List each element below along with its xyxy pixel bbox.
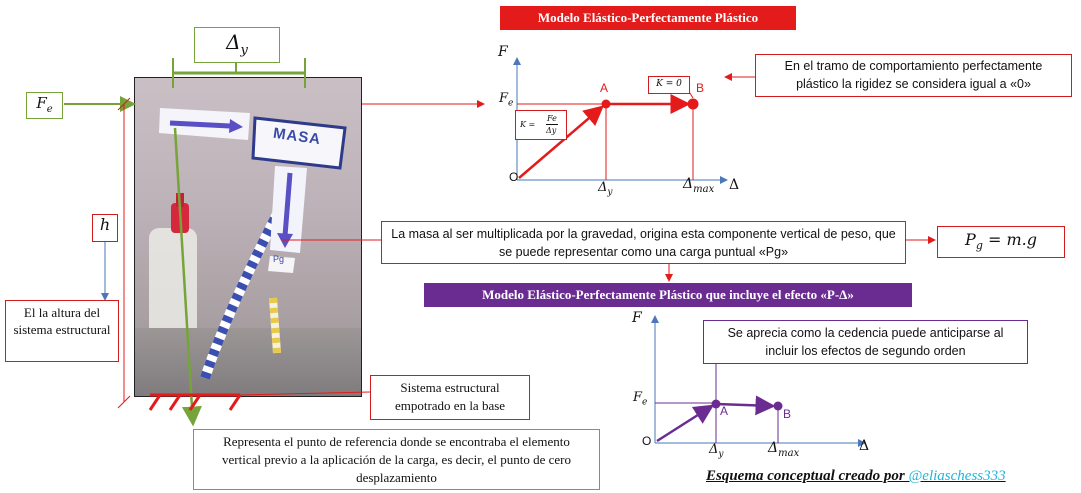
bottom-elastic-branch (657, 406, 712, 441)
bottom-tick-dmax: $\Delta_{max}$ (768, 440, 800, 459)
top-tick-dmax: $\Delta_{max}$ (683, 176, 715, 195)
top-point-b-label: B (696, 81, 705, 95)
top-axis-delta: Δ (729, 177, 740, 193)
bottom-tick-dy: $\Delta_y$ (709, 442, 724, 460)
top-point-a (602, 100, 611, 109)
credit-line (706, 468, 1006, 485)
credit-handle[interactable]: @eliaschess333 (908, 468, 1006, 484)
pg-formula-box: $P_g = m.g$ (937, 226, 1065, 258)
k-zero-box: K = 0 (648, 76, 690, 94)
bottom-chart-note: Se aprecia como la cedencia puede anticiparse al incluir los efectos de segundo orden (703, 320, 1028, 364)
top-origin: O (509, 170, 519, 184)
mass-note: La masa al ser multiplicada por la gravedad, origina esta componente vertical de peso, que se puede representar como una carga puntual «Pg» (381, 221, 906, 264)
bottom-chart-title: Modelo Elástico-Perfectamente Plástico que incluye el efecto «P-Δ» (424, 283, 912, 307)
pg-card-label: Pg (273, 254, 285, 264)
top-fe: $F_e$ (499, 91, 514, 109)
bottom-point-b-label: B (783, 407, 792, 421)
top-chart-note: En el tramo de comportamiento perfectamente plástico la rigidez se considera igual a «0» (755, 54, 1072, 97)
base-note-pointer (240, 392, 370, 395)
bottom-origin: O (642, 434, 652, 448)
top-tick-dy: $\Delta_y$ (598, 180, 613, 198)
bottom-axis-delta: Δ (859, 438, 870, 454)
bottom-point-b (774, 402, 783, 411)
reference-line (175, 128, 193, 424)
bottom-point-a-label: A (720, 404, 729, 418)
mass-card-label: MASA (272, 124, 323, 149)
top-chart-title: Modelo Elástico-Perfectamente Plástico (500, 6, 796, 30)
top-axis-f: F (498, 44, 508, 60)
h-label: h (92, 214, 118, 242)
fe-label: $F_e$ (26, 92, 63, 119)
reference-note: Representa el punto de referencia donde se encontraba el elemento vertical previo a la aplicación de la carga, es decir, el punto de cero desplazamiento (193, 429, 600, 490)
base-note: Sistema estructural empotrado en la base (370, 375, 530, 420)
delta-y-label: $\Delta_y$ (194, 27, 280, 63)
bottom-axis-f: F (632, 310, 642, 326)
credit-text: Esquema conceptual creado por (706, 468, 909, 484)
top-point-b (688, 99, 699, 110)
height-note: El la altura del sistema estructural (5, 300, 119, 362)
top-point-a-label: A (600, 81, 609, 95)
k-formula-box: K = Fe Δy (515, 110, 567, 140)
bottom-fe: $F_e$ (633, 390, 648, 408)
